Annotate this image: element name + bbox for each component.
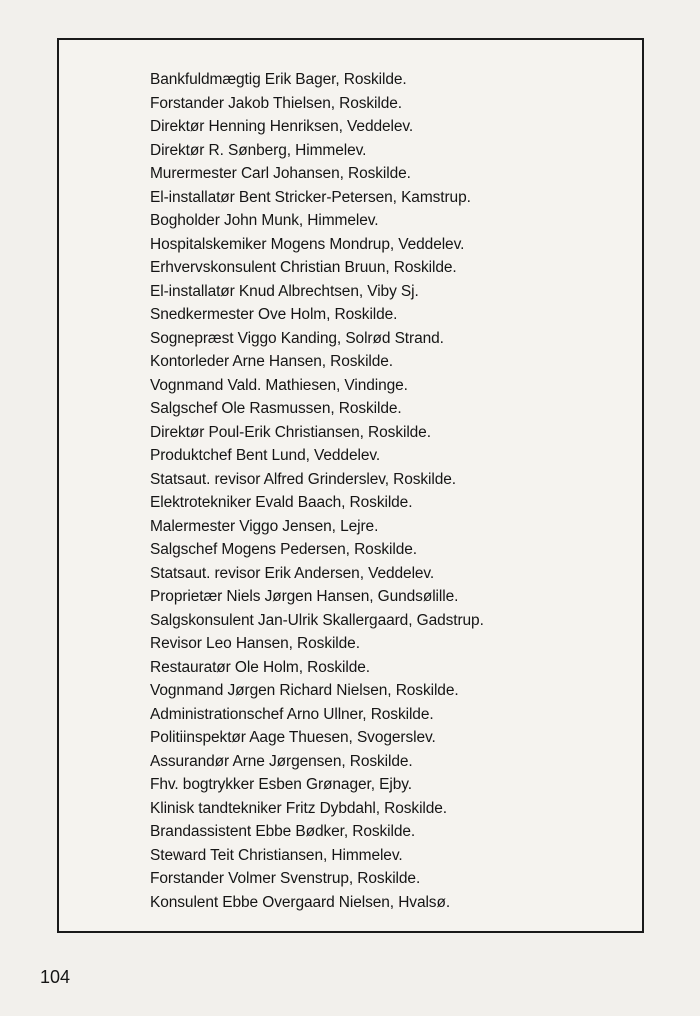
list-item: Politiinspektør Aage Thuesen, Svogerslev. [150,729,436,746]
list-item: Salgschef Mogens Pedersen, Roskilde. [150,541,417,558]
list-item: Hospitalskemiker Mogens Mondrup, Veddelev. [150,235,465,253]
list-item: Malermester Viggo Jensen, Lejre. [150,517,379,535]
list-item: Bogholder John Munk, Himmelev. [150,212,379,229]
list-item: Erhvervskonsulent Christian Bruun, Roskilde. [150,259,457,276]
list-item: Restauratør Ole Holm, Roskilde. [150,658,370,676]
list-item: Direktør Henning Henriksen, Veddelev. [150,118,414,135]
list-item: Elektrotekniker Evald Baach, Roskilde. [150,494,413,511]
list-item: Kontorleder Arne Hansen, Roskilde. [150,353,394,370]
list-item: Steward Teit Christiansen, Himmelev. [150,846,403,864]
list-item: Vognmand Vald. Mathiesen, Vindinge. [150,376,408,394]
list-item: El-installatør Knud Albrechtsen, Viby Sj. [150,282,419,300]
list-item: Konsulent Ebbe Overgaard Nielsen, Hvalsø. [150,893,451,911]
list-item: Produktchef Bent Lund, Veddelev. [150,447,381,464]
list-item: Statsaut. revisor Alfred Grinderslev, Roskilde. [150,470,456,488]
list-item: Vognmand Jørgen Richard Nielsen, Roskilde. [150,682,459,699]
page-number: 104 [40,967,71,987]
list-item: Statsaut. revisor Erik Andersen, Veddelev. [150,564,435,582]
list-item: Brandassistent Ebbe Bødker, Roskilde. [150,823,416,840]
list-item: El-installatør Bent Stricker-Petersen, Kamstrup. [150,188,471,206]
list-item: Direktør Poul-Erik Christiansen, Roskilde. [150,423,431,441]
list-item: Proprietær Niels Jørgen Hansen, Gundsølille. [150,588,459,605]
list-item: Administrationschef Arno Ullner, Roskilde. [150,705,434,723]
list-item: Direktør R. Sønberg, Himmelev. [150,141,367,159]
list-item: Murermester Carl Johansen, Roskilde. [150,165,411,182]
list-item: Forstander Jakob Thielsen, Roskilde. [150,94,402,112]
list-item: Salgschef Ole Rasmussen, Roskilde. [150,400,402,417]
list-item: Klinisk tandtekniker Fritz Dybdahl, Roskilde. [150,799,448,817]
list-item: Revisor Leo Hansen, Roskilde. [150,635,360,652]
list-item: Bankfuldmægtig Erik Bager, Roskilde. [150,71,407,88]
list-item: Fhv. bogtrykker Esben Grønager, Ejby. [150,776,412,793]
list-item: Salgskonsulent Jan-Ulrik Skallergaard, Gadstrup. [150,611,484,629]
list-item: Sognepræst Viggo Kanding, Solrød Strand. [150,329,444,347]
list-item: Forstander Volmer Svenstrup, Roskilde. [150,870,421,887]
list-item: Assurandør Arne Jørgensen, Roskilde. [150,752,413,770]
name-list [150,68,484,914]
list-item: Snedkermester Ove Holm, Roskilde. [150,306,398,323]
